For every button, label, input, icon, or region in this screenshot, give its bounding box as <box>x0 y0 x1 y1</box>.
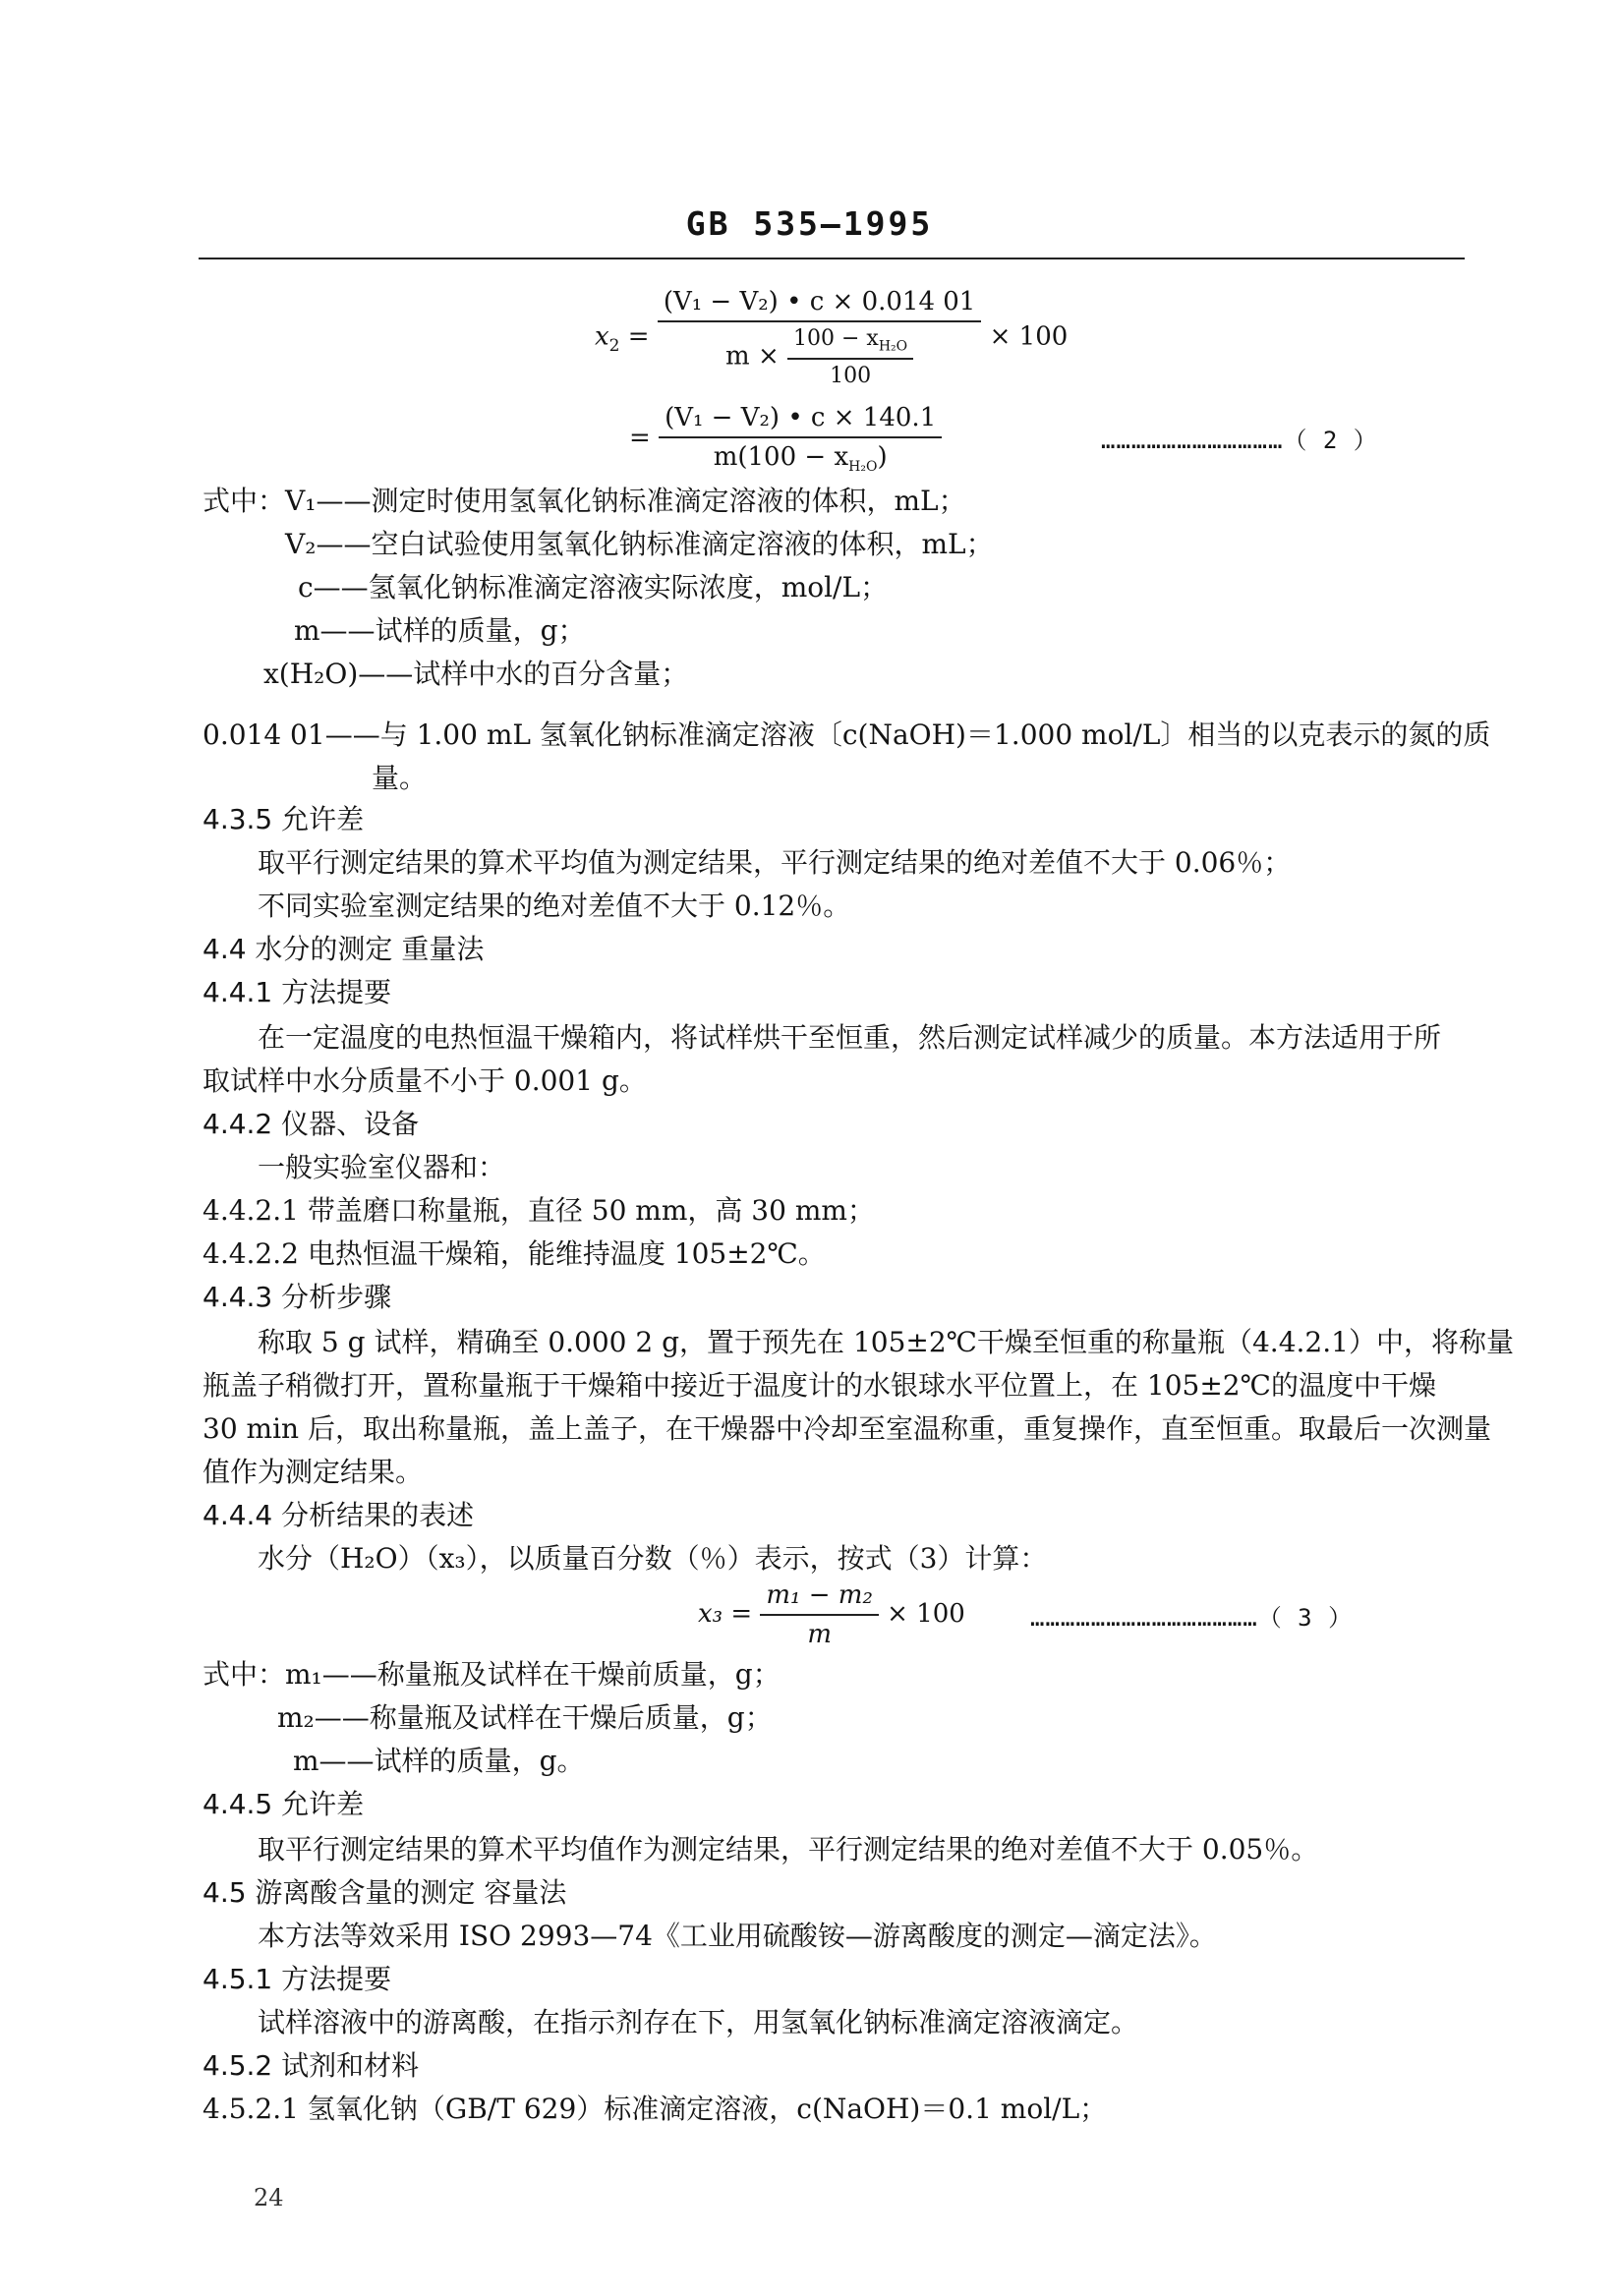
section-heading-4-5-1: 4.5.1 方法提要 <box>202 1963 392 1995</box>
variable-row: 式中：V₁——测定时使用氢氧化钠标准滴定溶液的体积，mL； <box>202 485 966 517</box>
variable-row-long-cont: 量。 <box>372 762 428 794</box>
section-heading-4-4-4: 4.4.4 分析结果的表述 <box>202 1499 475 1531</box>
paragraph: 取平行测定结果的算术平均值作为测定结果，平行测定结果的绝对差值不大于 0.05％。 <box>258 1833 1319 1866</box>
section-heading-4-4: 4.4 水分的测定 重量法 <box>202 933 485 965</box>
section-heading-4-3-5: 4.3.5 允许差 <box>202 803 365 835</box>
section-heading-4-5: 4.5 游离酸含量的测定 容量法 <box>202 1876 567 1909</box>
formula-3: x₃ = $\frac{\text{m₁ − m₂}}{m}$ × 100 <box>698 1580 965 1649</box>
standard-number: GB 535—1995 <box>685 204 934 243</box>
section-heading-4-4-1: 4.4.1 方法提要 <box>202 976 392 1008</box>
variable-row: c——氢氧化钠标准滴定溶液实际浓度，mol/L； <box>298 571 889 603</box>
section-heading-4-4-3: 4.4.3 分析步骤 <box>202 1281 392 1313</box>
paragraph: 瓶盖子稍微打开，置称量瓶于干燥箱中接近于温度计的水银球水平位置上，在 105±2℃的温度中干燥 <box>202 1369 1436 1402</box>
equation-number-3: ………………………………………（ 3 ） <box>1030 1604 1354 1632</box>
variable-row: m₂——称量瓶及试样在干燥后质量，g； <box>277 1701 773 1734</box>
paragraph: 水分（H₂O）（x₃），以质量百分数（％）表示，按式（3）计算： <box>258 1542 1048 1575</box>
section-heading-4-5-2: 4.5.2 试剂和材料 <box>202 2049 420 2082</box>
formula-2-line1: $x_2$ = (V₁ − V₂) • c × 0.014 01 m × $\frac{100 - x_{H_2O}}{100}$ × 100 <box>595 287 1069 389</box>
variable-row-long: 0.014 01——与 1.00 mL 氢氧化钠标准滴定溶液〔c(NaOH)＝1.000 mol/L〕相当的以克表示的氮的质 <box>202 718 1491 751</box>
variable-row: V₂——空白试验使用氢氧化钠标准滴定溶液的体积，mL； <box>285 528 994 560</box>
paragraph: 称取 5 g 试样，精确至 0.000 2 g，置于预先在 105±2℃干燥至恒重的称量瓶（4.4.2.1）中，将称量 <box>258 1326 1514 1358</box>
paragraph: 试样溶液中的游离酸，在指示剂存在下，用氢氧化钠标准滴定溶液滴定。 <box>258 2006 1139 2038</box>
paragraph: 30 min 后，取出称量瓶，盖上盖子，在干燥器中冷却至室温称重，重复操作，直至恒重。取最后一次测量 <box>202 1412 1491 1445</box>
section-heading-4-4-2: 4.4.2 仪器、设备 <box>202 1108 420 1140</box>
formula-2-line2: = $\frac{\text{(V₁ − V₂) • c × 140.1}}{m(100 - x_{H_2O})}$ <box>629 403 942 475</box>
paragraph: 取试样中水分质量不小于 0.001 g。 <box>202 1064 647 1097</box>
section-heading-4-4-5: 4.4.5 允许差 <box>202 1788 365 1820</box>
variable-row: x(H₂O)——试样中水的百分含量； <box>263 658 689 690</box>
formula-2-fraction-2: $\frac{\text{(V₁ − V₂) • c × 140.1}}{m(100 - x_{H_2O})}$ <box>659 403 942 475</box>
list-item: 4.5.2.1 氢氧化钠（GB/T 629）标准滴定溶液，c(NaOH)＝0.1 mol/L； <box>202 2093 1108 2125</box>
paragraph: 不同实验室测定结果的绝对差值不大于 0.12％。 <box>258 890 851 922</box>
list-item: 4.4.2.1 带盖磨口称量瓶，直径 50 mm，高 30 mm； <box>202 1194 875 1227</box>
header-rule <box>199 258 1465 259</box>
variable-row: m——试样的质量，g； <box>294 614 586 647</box>
formula-3-fraction: $\frac{\text{m₁ − m₂}}{m}$ <box>760 1580 878 1649</box>
paragraph: 值作为测定结果。 <box>202 1456 424 1488</box>
paragraph: 本方法等效采用 ISO 2993—74《工业用硫酸铵—游离酸度的测定—滴定法》。 <box>258 1920 1217 1952</box>
variable-row: m——试样的质量，g。 <box>293 1745 585 1777</box>
page-number: 24 <box>254 2184 284 2211</box>
paragraph: 在一定温度的电热恒温干燥箱内，将试样烘干至恒重，然后测定试样减少的质量。本方法适用于所 <box>258 1021 1442 1054</box>
variable-row: 式中：m₁——称量瓶及试样在干燥前质量，g； <box>202 1658 781 1691</box>
formula-2-lhs: x <box>595 321 609 352</box>
paragraph: 取平行测定结果的算术平均值为测定结果，平行测定结果的绝对差值不大于 0.06％； <box>258 846 1292 879</box>
formula-2-fraction-1: (V₁ − V₂) • c × 0.014 01 m × $\frac{100 - x_{H_2O}}{100}$ <box>658 287 982 388</box>
equation-number-2: ………………………………（ 2 ） <box>1101 427 1378 454</box>
paragraph: 一般实验室仪器和： <box>258 1151 506 1183</box>
list-item: 4.4.2.2 电热恒温干燥箱，能维持温度 105±2℃。 <box>202 1237 826 1270</box>
